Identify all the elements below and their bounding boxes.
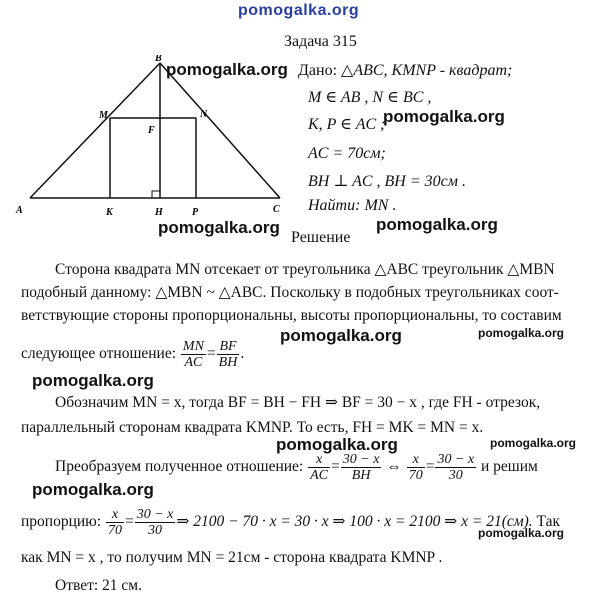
right-angle-mark	[152, 191, 160, 198]
given-line-2: M ∈ AB , N ∈ BC ,	[308, 89, 432, 106]
paragraph-4: пропорцию: $\frac{x}{70}$ = $\frac{30 - x}{30}$ ⇒ 2100 − 70 · x = 30 · x ⇒ 100 · x = 2100 ⇒ x = 21(см). Так	[21, 507, 561, 538]
paragraph-2-line-2: параллельный сторонам квадрата KMNP. То есть, FH = MK = MN = x.	[21, 419, 484, 436]
label-c: C	[273, 204, 280, 215]
watermark: pomogalka.org	[478, 526, 565, 540]
paragraph-5: как MN = x , то получим MN = 21см - сторона квадрата KMNP .	[21, 549, 443, 566]
watermark: pomogalka.org	[276, 435, 398, 454]
watermark: pomogalka.org	[158, 218, 280, 237]
watermark: pomogalka.org	[280, 326, 402, 345]
label-m: M	[99, 110, 108, 121]
problem-title: Задача 315	[284, 33, 357, 50]
paragraph-2-line-1: Обозначим MN = x, тогда BF = BH − FH ⇒ BF = 30 − x , где FH - отрезок,	[55, 394, 541, 411]
watermark: pomogalka.org	[166, 60, 288, 79]
watermark: pomogalka.org	[490, 436, 577, 450]
fraction-bf-bh: $\frac{BF}{BH}$	[218, 339, 238, 370]
given-header: Дано:	[298, 62, 338, 79]
fraction-mn-ac: $\frac{MN}{AC}$	[182, 339, 204, 370]
label-a: A	[16, 205, 23, 216]
side-bc	[160, 63, 280, 198]
label-h: H	[155, 207, 163, 218]
given-line-3: K, P ∈ AC ;	[308, 116, 386, 133]
answer-line: Ответ: 21 см.	[55, 577, 142, 594]
paragraph-1-line-2: подобный данному: △MBN ~ △ABC. Поскольку в подобных треугольниках соот-	[21, 284, 559, 301]
watermark: pomogalka.org	[383, 107, 505, 126]
watermark: pomogalka.org	[32, 480, 154, 499]
watermark: pomogalka.org	[32, 371, 154, 390]
watermark-top: pomogalka.org	[238, 2, 360, 19]
label-p: P	[192, 207, 199, 218]
given-line-5: BH ⊥ AC , BH = 30см .	[308, 173, 466, 190]
label-k: K	[106, 207, 113, 218]
given-line-1: Дано: △ABC, KMNP - квадрат;	[298, 62, 513, 79]
label-n: N	[200, 109, 208, 120]
watermark: pomogalka.org	[478, 326, 565, 340]
paragraph-1-line-4: следующее отношение: $\frac{MN}{AC}$ = $\frac{BF}{BH}$ .	[21, 339, 245, 370]
paragraph-3-line-1: Преобразуем полученное отношение: $\frac{x}{AC}$ = $\frac{30 - x}{BH}$ ⇔ $\frac{x}{70}$ = $\frac{30 - x}{30}$ и решим	[55, 452, 538, 483]
triangle-diagram	[0, 55, 300, 225]
solution-header: Решение	[291, 229, 351, 246]
label-b: B	[155, 55, 162, 64]
watermark: pomogalka.org	[376, 215, 498, 234]
given-line-4: AC = 70см;	[308, 145, 386, 162]
paragraph-1-line-3: ветствующие стороны пропорциональны, высоты пропорциональны, то составим	[21, 307, 562, 324]
paragraph-1-line-1: Сторона квадрата MN отсекает от треугольника △ABC треугольник △MBN	[55, 261, 555, 278]
find-line: Найти: MN .	[308, 197, 397, 214]
label-f: F	[148, 125, 155, 136]
side-ab	[30, 63, 160, 198]
